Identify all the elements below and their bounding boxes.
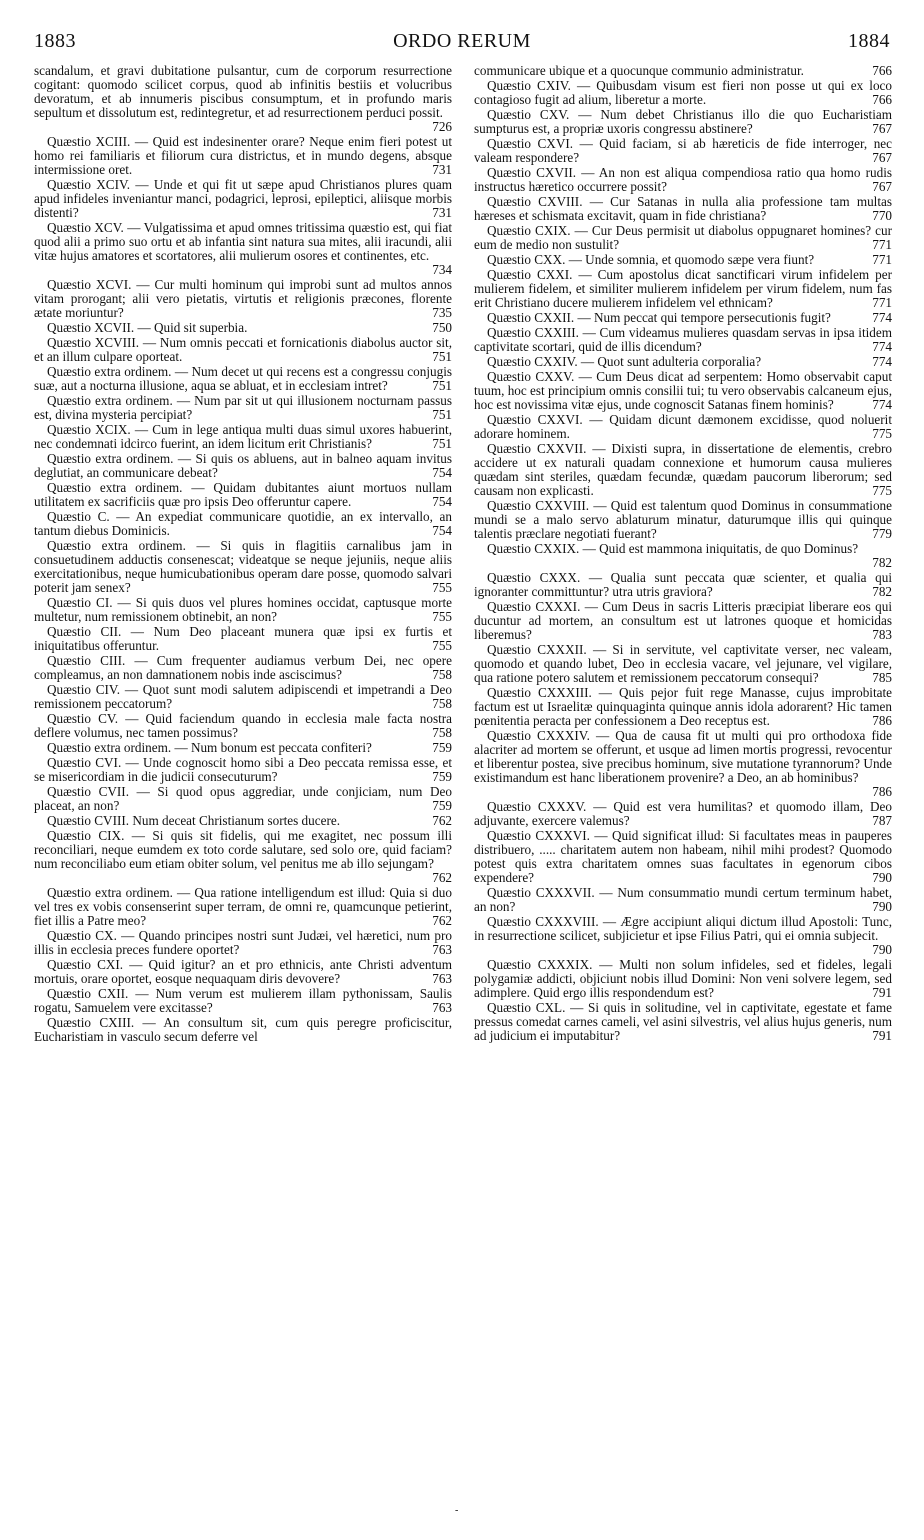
entry-text: Quæstio CXVIII. — Cur Satanas in nulla alia professione tam multas hæreses et schismata excitavit, quam in fide christiana?: [474, 194, 892, 223]
entry-page-ref: 782: [872, 584, 892, 599]
entry-page-ref: 759: [432, 740, 452, 755]
entry-page-ref: 771: [872, 295, 892, 310]
entry-text: Quæstio CXXVI. — Quidam dicunt dæmonem excidisse, quod noluerit adorare hominem.: [474, 412, 892, 441]
entry-page-ref: 735: [432, 305, 452, 320]
index-entry: [34, 452, 452, 480]
entry-text: Quæstio CXXXVIII. — Ægre accipiunt aliqui dictum illud Apostoli: Tunc, in resurrectione scilicet, subjicietur et ipse Filius Patri, qui ei omnia subjecit.: [474, 914, 892, 943]
index-entry: [34, 481, 452, 509]
entry-text: Quæstio CXIII. — An consultum sit, cum quis peregre proficiscitur, Eucharistiam in vasculo secum deferre vel: [34, 1015, 452, 1044]
entry-page-ref: 726: [432, 119, 452, 134]
index-entry: [474, 108, 892, 136]
entry-page-ref: 779: [872, 526, 892, 541]
entry-page-ref: 731: [432, 162, 452, 177]
entry-page-ref: 758: [432, 667, 452, 682]
entry-text: Quæstio XCVI. — Cur multi hominum qui improbi sunt ad multos annos vitam prorogant; alii vero pietatis, virtutis et religionis præcones, florente ætate moriuntur?: [34, 277, 452, 320]
entry-page-ref: 791: [872, 1028, 892, 1043]
entry-page-ref: 758: [432, 696, 452, 711]
entry-text: Quæstio XCVIII. — Num omnis peccati et fornicationis diabolus auctor sit, et an illum culpare oporteat.: [34, 335, 452, 364]
entry-text: Quæstio CXXX. — Qualia sunt peccata quæ scienter, et qualia qui ignoranter committuntur? utra utris graviora?: [474, 570, 892, 599]
entry-page-ref: 759: [432, 769, 452, 784]
entry-text: Quæstio XCV. — Vulgatissima et apud omnes tritissima quæstio est, qui fiat quod alii a primo suo ortu et ab infantia sint natura sua mites, alii iracundi, alii vitæ hujus amatores et scortatores, alii mulierum osores et continentes, etc.: [34, 220, 452, 263]
entry-text: Quæstio CIV. — Quot sunt modi salutem adipiscendi et impetrandi a Deo remissionem peccatorum?: [34, 682, 452, 711]
entry-text: Quæstio extra ordinem. — Num bonum est peccata confiteri?: [47, 740, 372, 755]
index-entry: [474, 355, 892, 369]
entry-page-ref: 783: [872, 627, 892, 642]
left-page-number: 1883: [34, 30, 76, 52]
entry-page-ref: 786: [872, 713, 892, 728]
entry-page-ref: 755: [432, 638, 452, 653]
entry-text: Quæstio CXXVIII. — Quid est talentum quod Dominus in consummatione mundi se a malo servo ablaturum minatur, daturumque illis qui quinque talentis præclare negotiati fuerant?: [474, 498, 892, 541]
index-entry: [34, 64, 452, 134]
index-entry: [474, 195, 892, 223]
index-entry: [34, 178, 452, 220]
index-entry: [34, 394, 452, 422]
index-entry: [474, 729, 892, 799]
entry-page-ref: 758: [432, 725, 452, 740]
index-entry: [474, 571, 892, 599]
index-entry: [34, 987, 452, 1015]
entry-page-ref: 790: [872, 899, 892, 914]
entry-text: Quæstio XCVII. — Quid sit superbia.: [47, 320, 248, 335]
entry-text: Quæstio CXVII. — An non est aliqua compendiosa ratio qua homo rudis instructus hæretico occurrere possit?: [474, 165, 892, 194]
index-entry: [34, 929, 452, 957]
entry-text: Quæstio extra ordinem. — Si quis in flagitiis carnalibus jam in consuetudinem adductis consenescat; videatque se neque jejuniis, neque aliis exercitationibus, neque humicubationibus operam dare posse, quomodo salvari poterit jam senex?: [34, 538, 452, 595]
entry-text: Quæstio C. — An expediat communicare quotidie, an ex intervallo, an tantum diebus Dominicis.: [34, 509, 452, 538]
entry-text: Quæstio CV. — Quid faciendum quando in ecclesia male facta nostra deflere volumus, nec tamen possimus?: [34, 711, 452, 740]
entry-page-ref: 731: [432, 205, 452, 220]
entry-page-ref: 762: [432, 913, 452, 928]
entry-text: Quæstio CXXV. — Cum Deus dicat ad serpentem: Homo observabit caput tuum, hoc est principium omnis consilii tui; tu vero observabis calcaneum ejus, hoc est novissima vitæ ejus, unde cognoscit Satanas finem hominis?: [474, 369, 892, 412]
entry-text: Quæstio CXXI. — Cum apostolus dicat sanctificari virum infidelem per mulierem fidelem, et similiter mulierem infidelem per virum fidelem, num fas erit Christiano ducere mulierem infidelem vel ethnicam?: [474, 267, 892, 310]
entry-text: Quæstio XCIX. — Cum in lege antiqua multi duas simul uxores habuerint, nec condemnati idcirco fuerint, an idem licitum erit Christianis?: [34, 422, 452, 451]
index-entry: [474, 311, 892, 325]
entry-text: Quæstio CVIII. Num deceat Christianum sortes ducere.: [47, 813, 340, 828]
entry-page-ref: 763: [432, 971, 452, 986]
index-entry: [474, 64, 892, 78]
index-entry: [34, 712, 452, 740]
entry-text: Quæstio CVII. — Si quod opus aggrediar, unde conjiciam, num Deo placeat, an non?: [34, 784, 452, 813]
entry-text: Quæstio CXXXIV. — Qua de causa fit ut multi qui pro orthodoxa fide alacriter ad mortem se offerunt, et usque ad limen mortis progressi, revocentur et liberentur postea, sive precibus hominum, sive mutatione tyrannorum? Unde existimandum est hanc liberationem provenire? a Deo, an ab hominibus?: [474, 728, 892, 785]
entry-text: Quæstio CXIV. — Quibusdam visum est fieri non posse ut qui ex loco contagioso fugit ad alium, liberetur a morte.: [474, 78, 892, 107]
index-entry: [34, 321, 452, 335]
index-entry: [474, 79, 892, 107]
entry-text: Quæstio CXXII. — Num peccat qui tempore persecutionis fugit?: [487, 310, 831, 325]
entry-page-ref: 774: [872, 397, 892, 412]
index-entry: [474, 137, 892, 165]
entry-page-ref: 774: [872, 339, 892, 354]
entry-text: Quæstio CX. — Quando principes nostri sunt Judæi, vel hæretici, num pro illis in ecclesia preces fundere oportet?: [34, 928, 452, 957]
entry-text: Quæstio CXXXVII. — Num consummatio mundi certum terminum habet, an non?: [474, 885, 892, 914]
entry-page-ref: 755: [432, 580, 452, 595]
entry-text: Quæstio CXIX. — Cur Deus permisit ut diabolus oppugnaret homines? cur eum de medio non sustulit?: [474, 223, 892, 252]
index-entry: [34, 625, 452, 653]
index-entry: [474, 166, 892, 194]
entry-text: Quæstio CXXIII. — Cum videamus mulieres quasdam servas in ipsa itidem captivitate scortari, quid de illis dicendum?: [474, 325, 892, 354]
entry-text: scandalum, et gravi dubitatione pulsantur, cum de corporum resurrectione cogitant: quomodo scilicet corpus, quod ab infinitis bestiis et volucribus devoratum, et ab innumeris piscibus consumptum, et in profundo maris sepultum et dissolutum est, redintegretur, et ad resurrectionem perduci possit.: [34, 63, 452, 120]
index-entry: [474, 829, 892, 885]
entry-page-ref: 787: [872, 813, 892, 828]
entry-text: Quæstio XCIV. — Unde et qui fit ut sæpe apud Christianos plures quam apud infideles inveniantur manci, podagrici, leprosi, epileptici, aliisque morbis distenti?: [34, 177, 452, 220]
entry-text: Quæstio CXXXI. — Cum Deus in sacris Litteris præcipiat liberare eos qui ducuntur ad mortem, an consultum est ut latrones quoque et homicidas liberemus?: [474, 599, 892, 642]
index-entry: [474, 224, 892, 252]
entry-page-ref: 751: [432, 378, 452, 393]
entry-page-ref: 750: [432, 320, 452, 335]
entry-text: Quæstio CI. — Si quis duos vel plures homines occidat, captusque morte multetur, num remissionem obtinebit, an non?: [34, 595, 452, 624]
index-entry: [34, 958, 452, 986]
entry-page-ref: 790: [872, 942, 892, 957]
entry-page-ref: 775: [872, 426, 892, 441]
index-entry: [474, 643, 892, 685]
entry-text: Quæstio CXXIV. — Quot sunt adulteria corporalia?: [487, 354, 762, 369]
index-entry: [34, 596, 452, 624]
entry-page-ref: 771: [872, 252, 892, 267]
page-header: [34, 30, 890, 56]
right-column: [474, 64, 892, 1044]
entry-page-ref: 767: [872, 121, 892, 136]
entry-page-ref: 790: [872, 870, 892, 885]
entry-page-ref: 763: [432, 942, 452, 957]
entry-page-ref: 771: [872, 237, 892, 252]
index-entry: [34, 654, 452, 682]
index-entry: [34, 423, 452, 451]
index-entry: [474, 268, 892, 310]
right-page-number: 1884: [848, 30, 890, 52]
index-entry: [34, 1016, 452, 1044]
index-entry: [34, 336, 452, 364]
entry-text: Quæstio CXXXII. — Si in servitute, vel captivitate verser, nec valeam, quomodo et quando lubet, Deo in ecclesia vacare, vel jejunare, vel vigilare, qua ratione potero salutem et remissionem peccatorum consequi?: [474, 642, 892, 685]
index-entry: [34, 365, 452, 393]
index-entry: [34, 683, 452, 711]
entry-page-ref: 774: [872, 310, 892, 325]
entry-page-ref: 751: [432, 349, 452, 364]
entry-page-ref: 754: [432, 523, 452, 538]
entry-page-ref: 785: [872, 670, 892, 685]
footer-mark: -: [455, 1505, 459, 1516]
entry-text: Quæstio CXL. — Si quis in solitudine, vel in captivitate, egestate et fame pressus comedat carnes cameli, vel asini silvestris, vel alius hujus generis, num ad judicium ei imputabitur?: [474, 1000, 892, 1043]
entry-text: Quæstio CIX. — Si quis sit fidelis, qui me exagitet, nec possum illi reconciliari, neque eumdem ex toto corde salutare, sed solo ore, quid faciam? num reconciliabo eum etiam obiter solum, vel penitus me ab illo sejungam?: [34, 828, 452, 871]
entry-page-ref: 754: [432, 465, 452, 480]
entry-text: Quæstio XCIII. — Quid est indesinenter orare? Neque enim fieri potest ut homo rei familiaris et filiorum cura districtus, et in mundo degens, absque intermissione oret.: [34, 134, 452, 177]
index-entry: [474, 253, 892, 267]
index-entry: [34, 829, 452, 885]
entry-text: Quæstio CXV. — Num debet Christianus illo die quo Eucharistiam sumpturus est, a propriæ uxoris congressu abstinere?: [474, 107, 892, 136]
entry-text: Quæstio CXXVII. — Dixisti supra, in dissertatione de elementis, crebro accidere ut ex naturali quadam connexione et humorum causa mulieres quædam sint steriles, quædam fecundæ, quædam paucorum liberorum; sed causam non explicasti.: [474, 441, 892, 498]
entry-text: Quæstio extra ordinem. — Si quis os abluens, aut in balneo aquam invitus deglutiat, an communicare debeat?: [34, 451, 452, 480]
entry-text: Quæstio CXXXIII. — Quis pejor fuit rege Manasse, cujus improbitate factum est ut Israelitæ quinquaginta quinque annis idola adorarent? Hic tamen pœnitentia peracta per confessionem a Deo receptus est.: [474, 685, 892, 728]
index-entry: [34, 756, 452, 784]
entry-text: Quæstio CXII. — Num verum est mulierem illam pythonissam, Saulis rogatu, Samuelem vere excitasse?: [34, 986, 452, 1015]
entry-text: Quæstio CXXIX. — Quid est mammona iniquitatis, de quo Dominus?: [487, 541, 859, 556]
index-entry: [474, 886, 892, 914]
entry-page-ref: 762: [432, 870, 452, 885]
entry-page-ref: 767: [872, 150, 892, 165]
entry-page-ref: 754: [432, 494, 452, 509]
index-entry: [34, 510, 452, 538]
index-entry: [474, 958, 892, 1000]
entry-text: Quæstio CXX. — Unde somnia, et quomodo sæpe vera fiunt?: [487, 252, 815, 267]
index-entry: [474, 1001, 892, 1043]
index-entry: [34, 221, 452, 277]
entry-text: Quæstio extra ordinem. — Num par sit ut qui illusionem nocturnam passus est, divina mysteria percipiat?: [34, 393, 452, 422]
entry-text: Quæstio CVI. — Unde cognoscit homo sibi a Deo peccata remissa esse, et se misericordiam in die judicii consecuturum?: [34, 755, 452, 784]
entry-page-ref: 766: [872, 92, 892, 107]
entry-text: Quæstio CXXXV. — Quid est vera humilitas? et quomodo illam, Deo adjuvante, exercere valemus?: [474, 799, 892, 828]
entry-page-ref: 734: [432, 262, 452, 277]
entry-text: Quæstio extra ordinem. — Num decet ut qui recens est a congressu conjugis suæ, aut a nocturna illusione, aqua se abluat, et in ecclesiam intret?: [34, 364, 452, 393]
entry-page-ref: 770: [872, 208, 892, 223]
entry-page-ref: 755: [432, 609, 452, 624]
entry-page-ref: 774: [872, 354, 892, 369]
entry-text: Quæstio CII. — Num Deo placeant munera quæ ipsi ex furtis et iniquitatibus offeruntur.: [34, 624, 452, 653]
entry-text: Quæstio CIII. — Cum frequenter audiamus verbum Dei, nec opere compleamus, an non damnationem nobis inde asciscimus?: [34, 653, 452, 682]
index-entry: [474, 413, 892, 441]
entry-text: Quæstio extra ordinem. — Qua ratione intelligendum est illud: Quia si duo vel tres ex vobis consenserint super terram, de omni re, quamcunque petierint, fiet illis a Patre meo?: [34, 885, 452, 928]
entry-page-ref: 751: [432, 407, 452, 422]
index-entry: [474, 686, 892, 728]
entry-page-ref: 762: [432, 813, 452, 828]
index-entry: [474, 370, 892, 412]
index-entry: [474, 326, 892, 354]
left-column: [34, 64, 452, 1045]
entry-page-ref: 751: [432, 436, 452, 451]
index-entry: [474, 600, 892, 642]
index-entry: [474, 800, 892, 828]
index-entry: [474, 499, 892, 541]
entry-page-ref: 767: [872, 179, 892, 194]
entry-text: Quæstio extra ordinem. — Quidam dubitantes aiunt mortuos nullam utilitatem ex sacrificiis quæ pro ipsis Deo offeruntur capere.: [34, 480, 452, 509]
entry-page-ref: 766: [872, 63, 892, 78]
index-entry: [34, 278, 452, 320]
entry-page-ref: 782: [872, 555, 892, 570]
entry-page-ref: 763: [432, 1000, 452, 1015]
index-entry: [474, 542, 892, 570]
index-entry: [34, 135, 452, 177]
entry-page-ref: 786: [872, 784, 892, 799]
index-entry: [34, 886, 452, 928]
entry-text: communicare ubique et a quocunque communio administratur.: [474, 63, 804, 78]
entry-page-ref: 759: [432, 798, 452, 813]
entry-text: Quæstio CXXXIX. — Multi non solum infideles, sed et fideles, legali polygamiæ addicti, objiciunt nobis illud Domini: Non veni solvere legem, sed adimplere. Quid ergo illis respondendum est?: [474, 957, 892, 1000]
index-entry: [34, 785, 452, 813]
entry-page-ref: 775: [872, 483, 892, 498]
entry-text: Quæstio CXVI. — Quid faciam, si ab hæreticis de fide interroger, nec valeam respondere?: [474, 136, 892, 165]
entry-text: Quæstio CXI. — Quid igitur? an et pro ethnicis, ante Christi adventum mortuis, orare oportet, eosque nequaquam diris devovere?: [34, 957, 452, 986]
index-entry: [474, 442, 892, 498]
running-title: ORDO RERUM: [393, 30, 531, 52]
index-entry: [34, 539, 452, 595]
entry-page-ref: 791: [872, 985, 892, 1000]
entry-text: Quæstio CXXXVI. — Quid significat illud: Si facultates meas in pauperes distribuero, ..... charitatem autem non habeam, nihil mihi prodest? Quomodo potest quis extra charitatem omnes suas facultates in egenorum cibos expendere?: [474, 828, 892, 885]
index-entry: [34, 741, 452, 755]
index-entry: [474, 915, 892, 957]
index-entry: [34, 814, 452, 828]
